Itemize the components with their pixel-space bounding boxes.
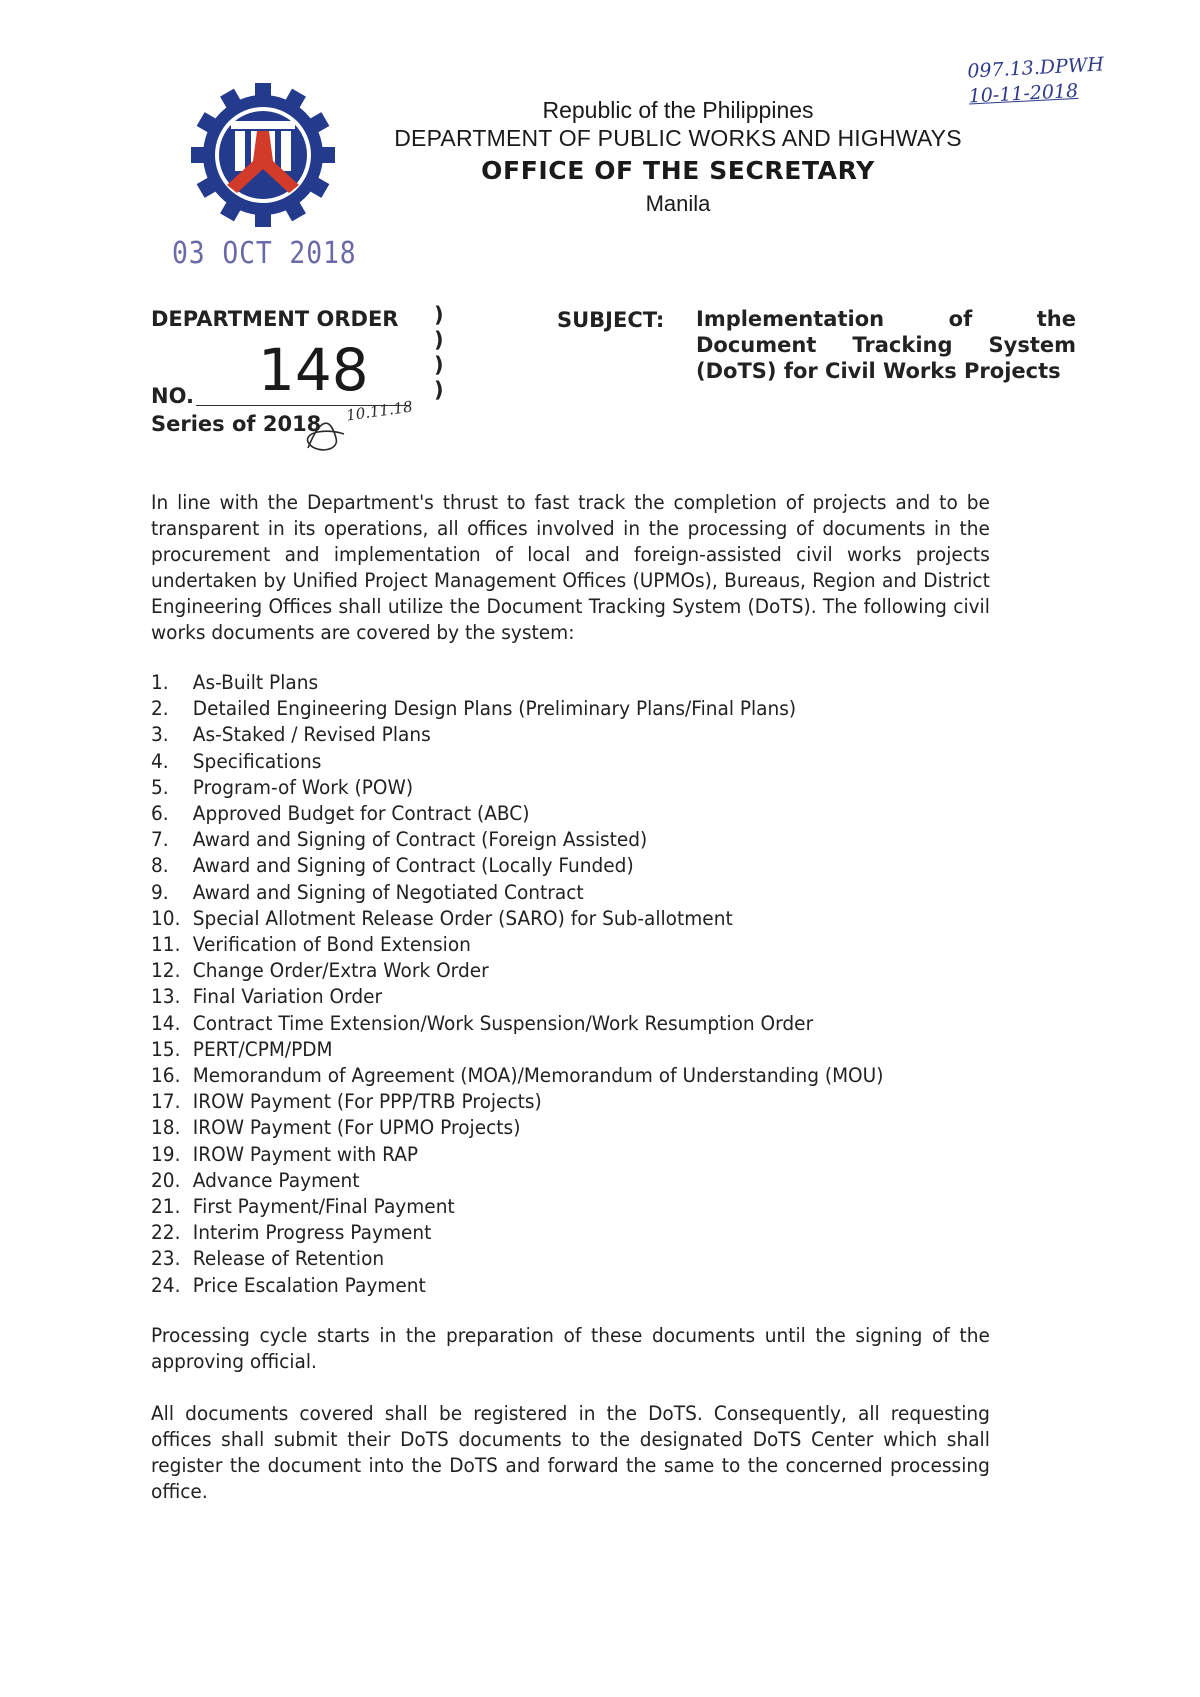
registration-paragraph: All documents covered shall be registered in the DoTS. Consequently, all requesting offices shall submit their DoTS documents to the designated DoTS Center which shall register the document into the DoTS and forward the same to the concerned processing office. — [151, 1401, 990, 1503]
list-item-number: 3. — [151, 723, 169, 747]
handwritten-reference-date: 10-11-2018 — [968, 79, 1079, 108]
letterhead-office: OFFICE OF THE SECRETARY — [481, 156, 875, 185]
list-item-text: As-Built Plans — [192, 671, 319, 694]
dpwh-logo-icon — [188, 80, 338, 230]
list-item-text: Detailed Engineering Design Plans (Preliminary Plans/Final Plans) — [192, 697, 797, 721]
intro-paragraph: In line with the Department's thrust to fast track the completion of projects and to be transparent in its operations, all offices involved in the processing of documents in the procurement and implementation of local and foreign-assisted civil works projects undertaken by Unified Project Management Offices (UPMOs), Bureaus, Region and District Engineering Offices shall utilize the Document Tracking System (DoTS). The following civil works documents are covered by the system: — [151, 491, 990, 644]
list-item-text: IROW Payment (For UPMO Projects) — [192, 1116, 521, 1140]
list-item-text: Award and Signing of Contract (Foreign Assisted) — [192, 828, 648, 852]
list-item — [151, 1037, 990, 1063]
list-item-number: 17. — [151, 1090, 181, 1114]
handwritten-reference-number: 097.13.DPWH — [966, 53, 1105, 83]
letterhead-country: Republic of the Philippines — [542, 97, 814, 123]
document-body — [151, 490, 990, 1505]
list-item — [151, 853, 990, 879]
list-item — [151, 827, 990, 853]
list-item — [151, 1194, 990, 1220]
list-item-text: IROW Payment (For PPP/TRB Projects) — [192, 1090, 542, 1114]
list-item-text: As-Staked / Revised Plans — [192, 723, 431, 747]
list-item-text: Contract Time Extension/Work Suspension/Work Resumption Order — [192, 1011, 814, 1035]
list-item-text: Memorandum of Agreement (MOA)/Memorandum of Understanding (MOU) — [192, 1064, 884, 1088]
list-item-number: 22. — [151, 1221, 181, 1245]
list-item — [151, 1220, 990, 1246]
list-item-number: 2. — [151, 697, 169, 721]
received-date-stamp: 03 OCT 2018 — [172, 236, 357, 271]
list-item — [151, 1246, 990, 1272]
list-item — [151, 984, 990, 1010]
list-item-text: Special Allotment Release Order (SARO) for Sub-allotment — [192, 906, 733, 930]
covered-documents-list — [151, 670, 990, 1299]
list-item-number: 8. — [151, 854, 169, 878]
list-item-number: 19. — [151, 1142, 181, 1166]
list-item-text: First Payment/Final Payment — [192, 1195, 455, 1219]
list-item-number: 7. — [151, 828, 169, 852]
order-parentheses: ) ) ) ) — [434, 303, 444, 402]
list-item-number: 12. — [151, 959, 181, 983]
list-item — [151, 958, 990, 984]
list-item — [151, 722, 990, 748]
list-item-number: 5. — [151, 775, 169, 799]
list-item-number: 9. — [151, 880, 169, 904]
list-item — [151, 1168, 990, 1194]
list-item — [151, 775, 990, 801]
list-item-text: Approved Budget for Contract (ABC) — [192, 802, 530, 826]
list-item — [151, 1142, 990, 1168]
list-item-number: 18. — [151, 1116, 181, 1140]
list-item — [151, 1273, 990, 1299]
list-item-text: Price Escalation Payment — [192, 1273, 426, 1297]
list-item-text: Advance Payment — [192, 1168, 360, 1192]
list-item-number: 4. — [151, 749, 169, 773]
subject-text: Implementation of the Document Tracking System (DoTS) for Civil Works Projects — [696, 307, 1076, 383]
order-number: 148 — [258, 336, 369, 404]
list-item-text: Specifications — [192, 749, 322, 773]
list-item — [151, 932, 990, 958]
order-series: Series of 2018 — [151, 412, 322, 436]
list-item-number: 13. — [151, 985, 181, 1009]
letterhead — [360, 96, 996, 218]
list-item — [151, 749, 990, 775]
order-title: DEPARTMENT ORDER — [151, 307, 399, 331]
list-item-text: Interim Progress Payment — [192, 1221, 432, 1245]
list-item-number: 23. — [151, 1247, 181, 1271]
list-item-number: 16. — [151, 1064, 181, 1088]
order-number-label: NO. — [151, 384, 194, 408]
list-item-text: IROW Payment with RAP — [192, 1142, 419, 1166]
list-item — [151, 801, 990, 827]
processing-cycle-paragraph: Processing cycle starts in the preparation of these documents until the signing of the approving official. — [151, 1323, 990, 1373]
list-item — [151, 670, 990, 696]
list-item-number: 21. — [151, 1195, 181, 1219]
list-item — [151, 1063, 990, 1089]
list-item — [151, 1115, 990, 1141]
letterhead-city: Manila — [645, 191, 711, 216]
list-item-number: 20. — [151, 1168, 181, 1192]
subject-label: SUBJECT: — [557, 308, 665, 332]
list-item — [151, 906, 990, 932]
list-item-number: 10. — [151, 906, 181, 930]
list-item-text: Award and Signing of Negotiated Contract — [192, 880, 584, 904]
list-item — [151, 696, 990, 722]
list-item — [151, 1011, 990, 1037]
list-item-text: Program-of Work (POW) — [192, 775, 414, 799]
list-item-number: 14. — [151, 1011, 181, 1035]
list-item-number: 24. — [151, 1273, 181, 1297]
list-item-number: 11. — [151, 933, 181, 957]
list-item — [151, 1089, 990, 1115]
handwritten-initial-date: 10.11.18 — [345, 397, 414, 425]
list-item-number: 6. — [151, 802, 169, 826]
list-item — [151, 880, 990, 906]
list-item-text: Award and Signing of Contract (Locally Funded) — [192, 854, 634, 878]
list-item-text: Final Variation Order — [192, 985, 383, 1009]
list-item-text: Verification of Bond Extension — [192, 933, 471, 957]
list-item-number: 1. — [151, 671, 169, 694]
list-item-number: 15. — [151, 1037, 181, 1061]
list-item-text: PERT/CPM/PDM — [192, 1037, 333, 1061]
letterhead-department: DEPARTMENT OF PUBLIC WORKS AND HIGHWAYS — [394, 125, 962, 151]
list-item-text: Change Order/Extra Work Order — [192, 959, 489, 983]
list-item-text: Release of Retention — [192, 1247, 385, 1271]
